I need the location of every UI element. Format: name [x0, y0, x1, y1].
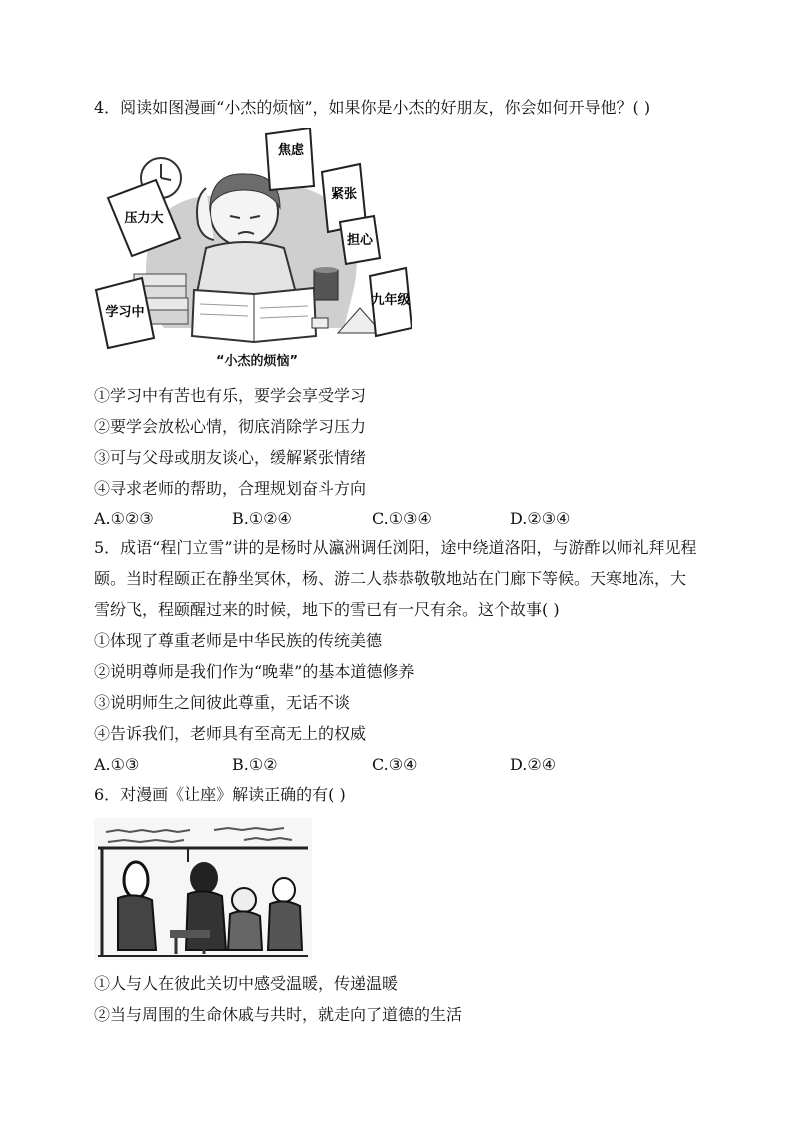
- cartoon-xiaojie-worries: [94, 128, 412, 350]
- notebook: [192, 288, 316, 342]
- q5-stem-line-2: 颐。当时程颐正在静坐冥休，杨、游二人恭恭敬敬地站在门廊下等候。天寒地冻，大: [94, 569, 687, 588]
- bubble-danxin: [340, 216, 380, 264]
- q4-item-4: ④寻求老师的帮助，合理规划奋斗方向: [94, 479, 367, 498]
- bubble-text: 九年级: [371, 293, 411, 308]
- bubble-text: 焦虑: [277, 143, 305, 158]
- q5-option-c[interactable]: C.③④: [372, 755, 418, 774]
- q5-option-b[interactable]: B.①②: [232, 755, 278, 774]
- q5-stem-line-3: 雪纷飞，程颐醒过来的时候，地下的雪已有一尺有余。这个故事( ): [94, 600, 560, 619]
- bubble-text: 担心: [346, 233, 374, 248]
- q4-option-a[interactable]: A.①②③: [94, 509, 154, 528]
- q4-item-3: ③可与父母或朋友谈心，缓解紧张情绪: [94, 448, 367, 467]
- q4-stem: 4．阅读如图漫画“小杰的烦恼”，如果你是小杰的好朋友，你会如何开导他？( ): [94, 98, 651, 117]
- q5-item-1: ①体现了尊重老师是中华民族的传统美德: [94, 631, 383, 650]
- q4-option-c[interactable]: C.①③④: [372, 509, 432, 528]
- q5-option-a[interactable]: A.①③: [94, 755, 140, 774]
- cartoon-rangzuo: [94, 818, 312, 960]
- q5-stem-line-1: 5．成语“程门立雪”讲的是杨时从瀛洲调任浏阳，途中绕道洛阳，与游酢以师礼拜见程: [94, 538, 697, 557]
- q6-item-2: ②当与周围的生命休戚与共时，就走向了道德的生活: [94, 1005, 463, 1024]
- q5-item-2: ②说明尊师是我们作为“晚辈”的基本道德修养: [94, 662, 415, 681]
- q4-item-2: ②要学会放松心情，彻底消除学习压力: [94, 417, 367, 436]
- q6-stem: 6．对漫画《让座》解读正确的有( ): [94, 785, 346, 804]
- q4-item-1: ①学习中有苦也有乐，要学会享受学习: [94, 386, 367, 405]
- q6-item-1: ①人与人在彼此关切中感受温暖，传递温暖: [94, 974, 399, 993]
- q5-option-d[interactable]: D.②④: [510, 755, 557, 774]
- q4-option-b[interactable]: B.①②④: [232, 509, 292, 528]
- bubble-text: 紧张: [330, 187, 358, 202]
- q4-figure-caption: “小杰的烦恼”: [216, 354, 299, 369]
- bubble-jiaolv: [266, 128, 314, 190]
- q5-item-3: ③说明师生之间彼此尊重，无话不谈: [94, 693, 351, 712]
- q4-option-d[interactable]: D.②③④: [510, 509, 571, 528]
- bubble-text: 学习中: [105, 305, 145, 320]
- bubble-jiunianji: [370, 268, 412, 336]
- q5-item-4: ④告诉我们，老师具有至高无上的权威: [94, 724, 367, 743]
- bubble-text: 压力大: [124, 211, 164, 226]
- cup-icon: [314, 267, 338, 300]
